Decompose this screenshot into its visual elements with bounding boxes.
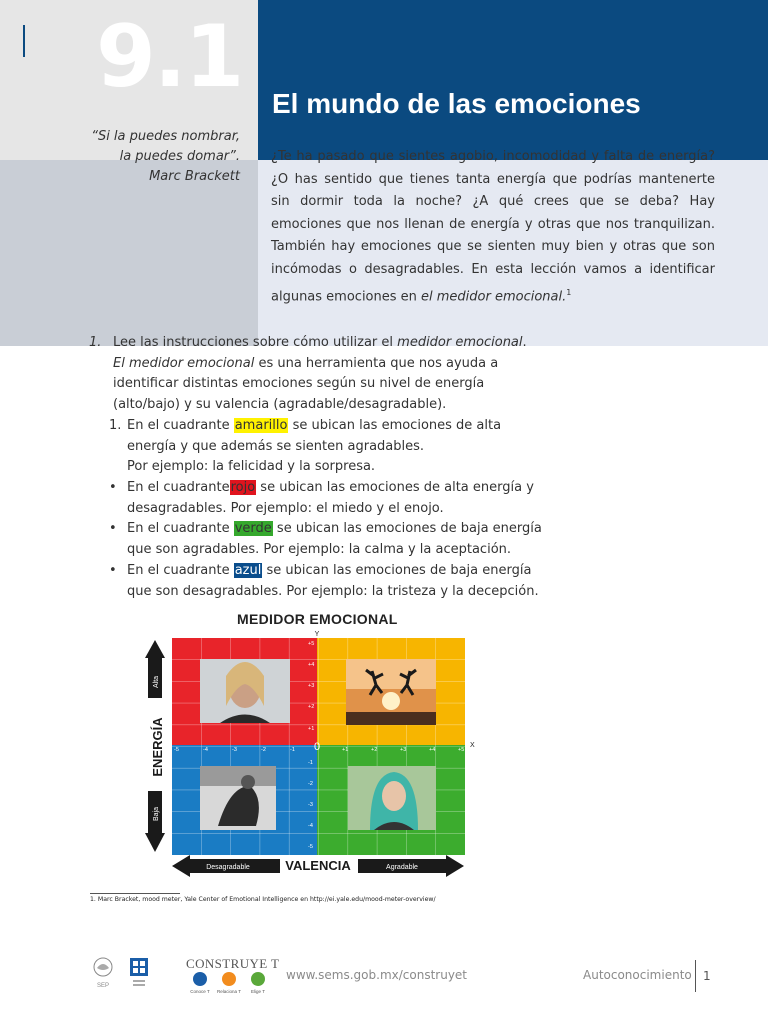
arrow-right-icon bbox=[446, 855, 464, 877]
footer-section-label: Autoconocimiento bbox=[583, 968, 692, 982]
x-tick-label: -1 bbox=[290, 747, 295, 753]
x-tick-label: +2 bbox=[371, 747, 378, 753]
lesson-number: 9.1 bbox=[96, 7, 243, 107]
intro-text: ¿Te ha pasado que sientes agobio, incomodidad y falta de energía? ¿O has sentido que tienes tanta energía que podrías mantenerte sin dormir toda la noche? ¿A qué crees que se deba? Hay emociones que nos llenan de energía y otras que nos tranquilizan. También hay emociones que se sienten muy bien y otras que son incómodas o desagradables. En esta lección vamos a identificar algunas emociones en bbox=[271, 149, 715, 304]
energy-high-label: Alta bbox=[153, 675, 160, 689]
x-axis-letter: X bbox=[470, 742, 475, 749]
construye-t-icons bbox=[186, 971, 272, 995]
list-text: se ubican las emociones de alta energía y desagradables. Por ejemplo: el miedo y el enojo. bbox=[127, 480, 534, 516]
arrow-left-icon bbox=[172, 855, 190, 877]
color-highlight-blue: azul bbox=[234, 563, 262, 578]
bullet-icon: • bbox=[109, 521, 117, 536]
bullet-icon: • bbox=[109, 480, 117, 495]
sep-label: SEP bbox=[96, 983, 110, 989]
y-tick-label: +2 bbox=[308, 704, 315, 710]
intro-emphasis: el medidor emocional. bbox=[421, 288, 567, 304]
intro-paragraph bbox=[271, 146, 715, 308]
step-text-emphasis: medidor emocional bbox=[397, 335, 523, 350]
footnote: 1. Marc Bracket, mood meter, Yale Center of Emotional Intelligence en http://ei.yale.edu/mood-meter-overview/ bbox=[90, 896, 436, 903]
bullet-icon: • bbox=[109, 563, 117, 578]
y-axis-letter: Y bbox=[314, 631, 320, 638]
x-tick-label: -3 bbox=[232, 747, 237, 753]
sep-logo bbox=[88, 956, 118, 990]
footer-divider bbox=[695, 960, 696, 992]
mood-meter-title: MEDIDOR EMOCIONAL bbox=[237, 611, 398, 627]
y-tick-label: -1 bbox=[308, 760, 313, 766]
mood-meter-diagram bbox=[138, 626, 478, 884]
arrow-up-icon bbox=[145, 640, 165, 658]
page-number: 1 bbox=[703, 969, 711, 983]
valence-low-label: Desagradable bbox=[206, 864, 250, 871]
photo-jumping-friends bbox=[346, 659, 436, 725]
quote-panel bbox=[0, 160, 258, 346]
list-marker: 1. bbox=[109, 418, 122, 433]
title-banner bbox=[258, 0, 768, 160]
list-text: se ubican las emociones de baja energía que son agradables. Por ejemplo: la calma y la aceptación. bbox=[127, 521, 542, 557]
energy-axis-label: ENERGÍA bbox=[150, 717, 165, 777]
valence-high-label: Agradable bbox=[386, 864, 418, 871]
step-text-emphasis: El medidor emocional bbox=[113, 355, 255, 371]
x-tick-label: -2 bbox=[261, 747, 266, 753]
y-tick-label: -5 bbox=[308, 844, 313, 850]
valence-axis-label: VALENCIA bbox=[285, 858, 351, 873]
photo-smiling-woman bbox=[348, 766, 436, 830]
y-tick-label: -4 bbox=[308, 823, 313, 829]
list-item bbox=[109, 416, 549, 478]
step-text-part: . bbox=[522, 335, 527, 350]
x-tick-label: +4 bbox=[429, 747, 436, 753]
step-text-part: es una herramienta que nos ayuda a identificar distintas emociones según su nivel de energía (alto/bajo) y su valencia (agradable/desagradable). bbox=[113, 355, 499, 412]
y-tick-label: -3 bbox=[308, 802, 313, 808]
list-item bbox=[109, 519, 549, 560]
list-text: se ubican las emociones de alta energía y que además se sienten agradables. bbox=[127, 418, 502, 454]
logo-caption: Elige T bbox=[251, 989, 265, 994]
y-tick-label: +5 bbox=[308, 641, 315, 647]
x-tick-label: -4 bbox=[203, 747, 208, 753]
quote-line: “Si la puedes nombrar, bbox=[91, 129, 240, 144]
x-tick-label: +3 bbox=[400, 747, 407, 753]
step-number: 1. bbox=[89, 335, 102, 350]
footnote-ref: 1 bbox=[566, 287, 572, 297]
color-highlight-yellow: amarillo bbox=[234, 418, 288, 433]
y-tick-label: +3 bbox=[308, 683, 315, 689]
footnote-rule bbox=[90, 893, 180, 894]
origin-label: 0 bbox=[313, 741, 321, 753]
color-highlight-green: verde bbox=[234, 521, 272, 536]
y-tick-label: +1 bbox=[308, 726, 315, 732]
margin-marker bbox=[23, 25, 25, 57]
photo-sad-person bbox=[200, 766, 276, 830]
epigraph-quote bbox=[91, 127, 240, 187]
construye-t-brand: CONSTRUYE T bbox=[186, 956, 280, 971]
quote-author: Marc Brackett bbox=[149, 169, 240, 184]
quote-line: la puedes domar”. bbox=[119, 149, 240, 164]
list-text: En el cuadrante bbox=[127, 480, 230, 495]
undp-logo bbox=[130, 958, 148, 988]
list-text: se ubican las emociones de baja energía que son desagradables. Por ejemplo: la tristeza y la decepción. bbox=[127, 563, 539, 599]
list-item bbox=[109, 478, 549, 519]
lesson-title: El mundo de las emociones bbox=[272, 88, 641, 119]
energy-low-label: Baja bbox=[153, 806, 160, 822]
logo-caption: Relaciona T bbox=[217, 989, 241, 994]
color-highlight-red: rojo bbox=[230, 480, 256, 495]
y-tick-label: +4 bbox=[308, 662, 315, 668]
list-text: En el cuadrante bbox=[127, 563, 230, 578]
footer-link[interactable]: www.sems.gob.mx/construyet bbox=[286, 968, 468, 982]
x-tick-label: -5 bbox=[174, 747, 179, 753]
y-tick-label: -2 bbox=[308, 781, 313, 787]
list-text: En el cuadrante bbox=[127, 521, 230, 536]
list-item bbox=[109, 561, 549, 602]
arrow-down-icon bbox=[145, 833, 165, 852]
step-text-part: Lee las instrucciones sobre cómo utilizar el bbox=[113, 335, 394, 350]
instruction-step bbox=[89, 333, 539, 415]
photo-angry-woman bbox=[200, 659, 290, 723]
list-example: Por ejemplo: la felicidad y la sorpresa. bbox=[127, 459, 376, 474]
x-tick-label: +1 bbox=[342, 747, 349, 753]
list-text: En el cuadrante bbox=[127, 418, 230, 433]
logo-caption: Conoce T bbox=[190, 989, 210, 994]
step-text bbox=[113, 333, 539, 415]
x-tick-label: +5 bbox=[458, 747, 465, 753]
